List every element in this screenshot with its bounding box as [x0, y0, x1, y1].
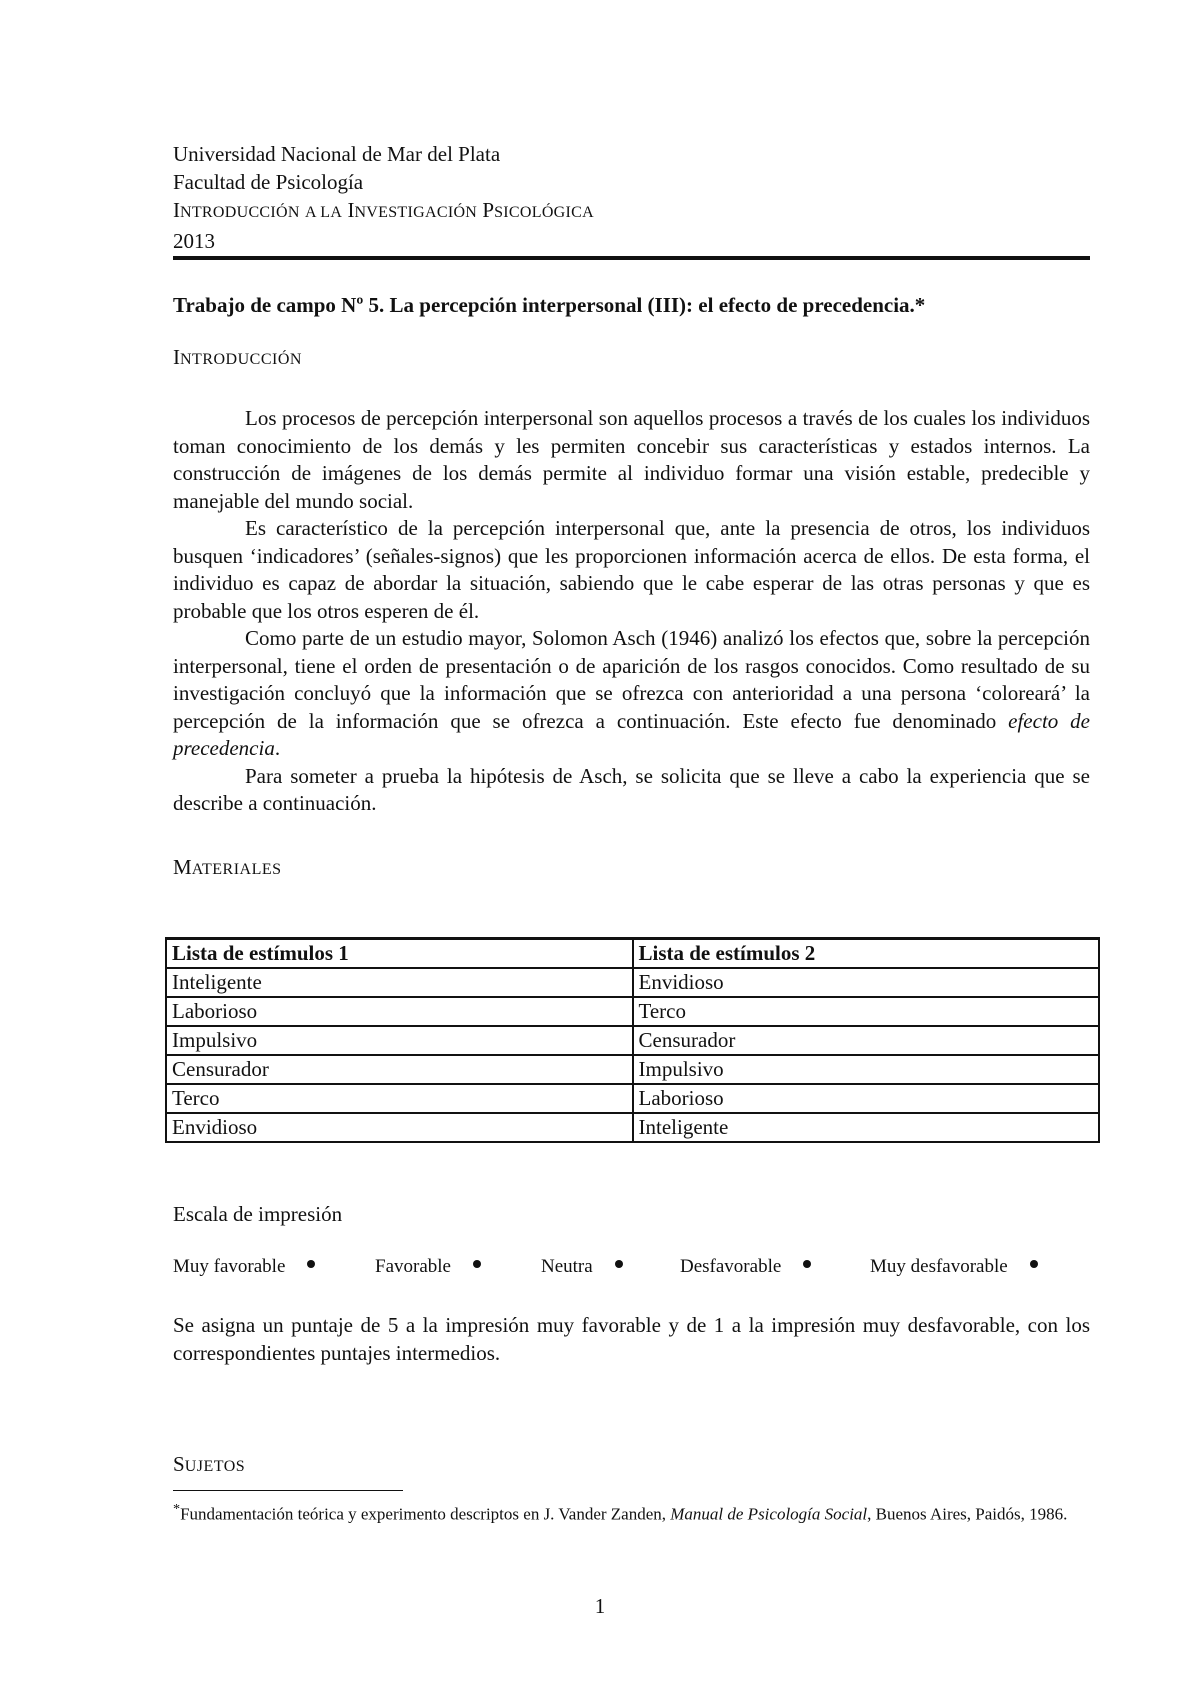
footnote: *Fundamentación teórica y experimento descriptos en J. Vander Zanden, Manual de Psicología Social, Buenos Aires, Paidós, 1986.: [173, 1501, 1068, 1524]
table-header-cell: Lista de estímulos 1: [166, 939, 633, 969]
intro-paragraph-2: Es característico de la percepción interpersonal que, ante la presencia de otros, los individuos busquen ‘indicadores’ (señales-signos) que les proporcionen información acerca de ellos. De esta forma, el individuo es capaz de abordar la situación, sabiendo que le cabe esperar de las otras personas y que es probable que los otros esperen de él.: [173, 516, 1090, 623]
book-title: Manual de Psicología Social: [670, 1504, 868, 1524]
section-heading-sujetos: SUJETOS: [173, 1452, 246, 1476]
stimulus-table: [165, 937, 1100, 1143]
key-term: efecto de precedencia: [173, 708, 1090, 760]
footnote-divider: [173, 1490, 403, 1491]
document-header: [173, 140, 594, 255]
scale-description: Se asigna un puntaje de 5 a la impresión muy favorable y de 1 a la impresión muy desfavorable, con los correspondientes puntajes intermedios.: [173, 1313, 1090, 1365]
table-header-row: [166, 939, 1099, 969]
table-row: [166, 1026, 1099, 1055]
intro-paragraph-4: Para someter a prueba la hipótesis de Asch, se solicita que se lleve a cabo la experiencia que se describe a continuación.: [173, 763, 1090, 815]
scale-option: Neutra: [541, 1256, 623, 1278]
bullet-icon: [473, 1260, 481, 1268]
intro-paragraph-3: Como parte de un estudio mayor, Solomon Asch (1946) analizó los efectos que, sobre la percepción interpersonal, tiene el orden de presentación o de aparición de los rasgos conocidos. Como resultado de su investigación concluyó que la información que se ofrezca con anterioridad a una persona ‘coloreará’ la percepción de la información que se ofrezca a continuación. Este efecto fue denominado efecto de precedencia.: [173, 626, 1090, 760]
faculty-name: Facultad de Psicología: [173, 170, 364, 194]
course-year: 2013: [173, 229, 215, 253]
table-cell: Inteligente: [166, 968, 633, 997]
university-name: Universidad Nacional de Mar del Plata: [173, 142, 501, 166]
table-cell: Envidioso: [633, 968, 1100, 997]
header-divider: [173, 256, 1090, 260]
table-cell: Envidioso: [166, 1113, 633, 1142]
table-cell: Impulsivo: [166, 1026, 633, 1055]
table-row: [166, 1055, 1099, 1084]
table-cell: Laborioso: [633, 1084, 1100, 1113]
section-heading-introduccion: INTRODUCCIÓN: [173, 345, 302, 369]
scale-title: Escala de impresión: [173, 1202, 343, 1226]
table-row: [166, 997, 1099, 1026]
table-cell: Impulsivo: [633, 1055, 1100, 1084]
table-cell: Laborioso: [166, 997, 633, 1026]
bullet-icon: [1030, 1260, 1038, 1268]
scale-option: Muy desfavorable: [870, 1256, 1038, 1278]
course-name: INTRODUCCIÓN A LA INVESTIGACIÓN PSICOLÓGICA: [173, 198, 594, 222]
table-cell: Inteligente: [633, 1113, 1100, 1142]
table-header-cell: Lista de estímulos 2: [633, 939, 1100, 969]
table-row: [166, 1084, 1099, 1113]
page-number: 1: [594, 1594, 606, 1618]
bullet-icon: [307, 1260, 315, 1268]
scale-option: Muy favorable: [173, 1256, 315, 1278]
bullet-icon: [615, 1260, 623, 1268]
table-cell: Censurador: [633, 1026, 1100, 1055]
table-cell: Censurador: [166, 1055, 633, 1084]
intro-paragraph-1: Los procesos de percepción interpersonal son aquellos procesos a través de los cuales los individuos toman conocimiento de los demás y les permiten concebir sus características y estados internos. La construcción de imágenes de los demás permite al individuo formar una visión estable, predecible y manejable del mundo social.: [173, 406, 1090, 513]
table-row: [166, 1113, 1099, 1142]
footnote-marker: *: [173, 1501, 181, 1517]
document-title: Trabajo de campo Nº 5. La percepción interpersonal (III): el efecto de precedencia.*: [173, 293, 926, 317]
bullet-icon: [803, 1260, 811, 1268]
section-heading-materiales: MATERIALES: [173, 855, 282, 879]
introduction-text: [173, 405, 1090, 818]
scale-option: Favorable: [375, 1256, 481, 1278]
scale-option: Desfavorable: [680, 1256, 811, 1278]
table-row: [166, 968, 1099, 997]
table-cell: Terco: [633, 997, 1100, 1026]
table-cell: Terco: [166, 1084, 633, 1113]
